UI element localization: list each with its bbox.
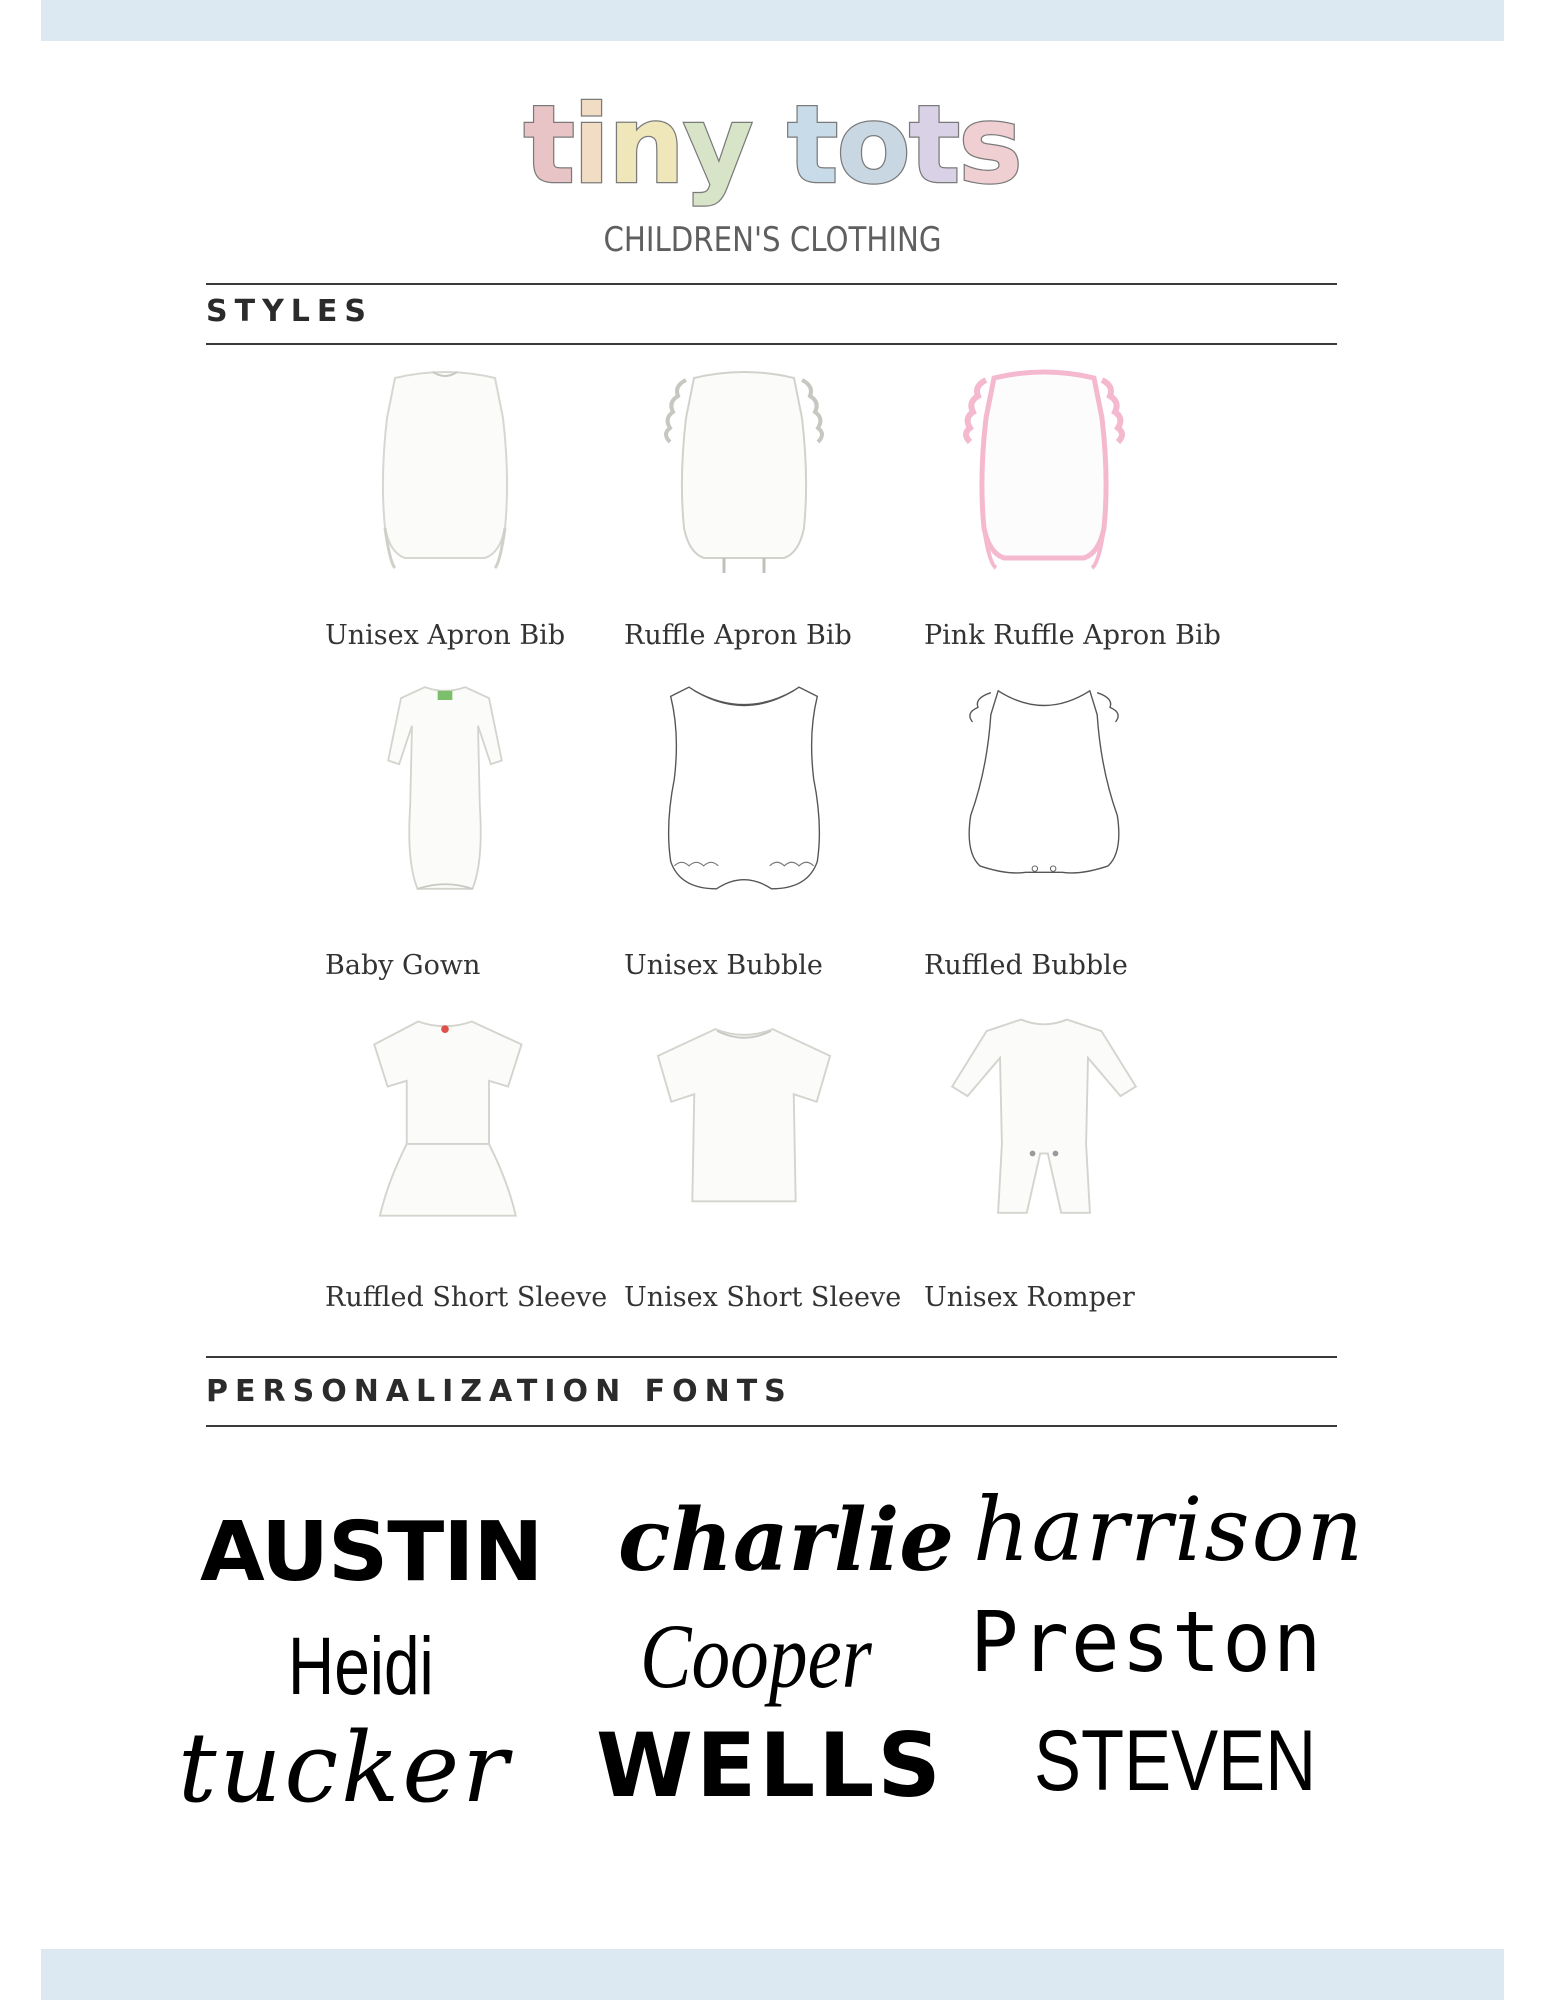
font-sample-austin: AUSTIN — [200, 1505, 543, 1600]
brand-logo — [520, 70, 1025, 270]
font-sample-charlie: charlie — [618, 1490, 954, 1591]
product-unisex-bubble — [624, 678, 914, 981]
product-label: Ruffled Short Sleeve — [325, 1282, 608, 1313]
top-decorative-band — [41, 0, 1504, 41]
fonts-bottom-rule — [206, 1425, 1337, 1427]
product-pink-ruffle-apron-bib — [924, 358, 1221, 651]
font-sample-wells: WELLS — [596, 1714, 944, 1817]
fonts-top-rule — [206, 1356, 1337, 1358]
product-ruffled-short-sleeve — [325, 1010, 615, 1313]
product-unisex-apron-bib — [325, 358, 615, 651]
product-ruffle-apron-bib — [624, 358, 914, 651]
bottom-decorative-band — [41, 1949, 1504, 2000]
fonts-section-title: PERSONALIZATION FONTS — [206, 1374, 793, 1409]
product-label: Ruffled Bubble — [924, 950, 1128, 981]
brand-subtitle: CHILDREN'S CLOTHING — [603, 220, 942, 260]
product-baby-gown — [325, 678, 615, 981]
product-unisex-short-sleeve — [624, 1010, 914, 1313]
svg-text:tiny tots: tiny tots — [523, 83, 1021, 208]
font-sample-cooper: Cooper — [640, 1605, 872, 1707]
styles-bottom-rule — [206, 343, 1337, 345]
brand-wordmark — [520, 70, 1025, 220]
product-label: Unisex Short Sleeve — [624, 1282, 902, 1313]
product-label: Baby Gown — [325, 950, 481, 981]
font-sample-steven: STEVEN — [1034, 1713, 1317, 1809]
pink-ruffle-apron-bib-icon — [924, 358, 1164, 578]
styles-section-title: STYLES — [206, 294, 374, 329]
long-romper-icon — [924, 1010, 1164, 1230]
apron-bib-icon — [325, 358, 565, 578]
product-label: Pink Ruffle Apron Bib — [924, 620, 1221, 651]
product-label: Ruffle Apron Bib — [624, 620, 852, 651]
tshirt-icon — [624, 1010, 864, 1230]
baby-gown-icon — [325, 678, 565, 898]
product-label: Unisex Bubble — [624, 950, 823, 981]
product-ruffled-bubble — [924, 678, 1214, 981]
ruffled-bubble-icon — [924, 678, 1164, 898]
font-sample-harrison: harrison — [973, 1478, 1366, 1581]
product-unisex-romper — [924, 1010, 1214, 1313]
font-sample-preston: Preston — [970, 1593, 1324, 1691]
styles-top-rule — [206, 283, 1337, 285]
product-label: Unisex Apron Bib — [325, 620, 566, 651]
bubble-romper-icon — [624, 678, 864, 898]
ruffled-dress-icon — [325, 1010, 565, 1230]
font-sample-heidi: Heidi — [288, 1621, 434, 1712]
font-sample-tucker: tucker — [178, 1712, 512, 1824]
product-label: Unisex Romper — [924, 1282, 1135, 1313]
ruffle-apron-bib-icon — [624, 358, 864, 578]
